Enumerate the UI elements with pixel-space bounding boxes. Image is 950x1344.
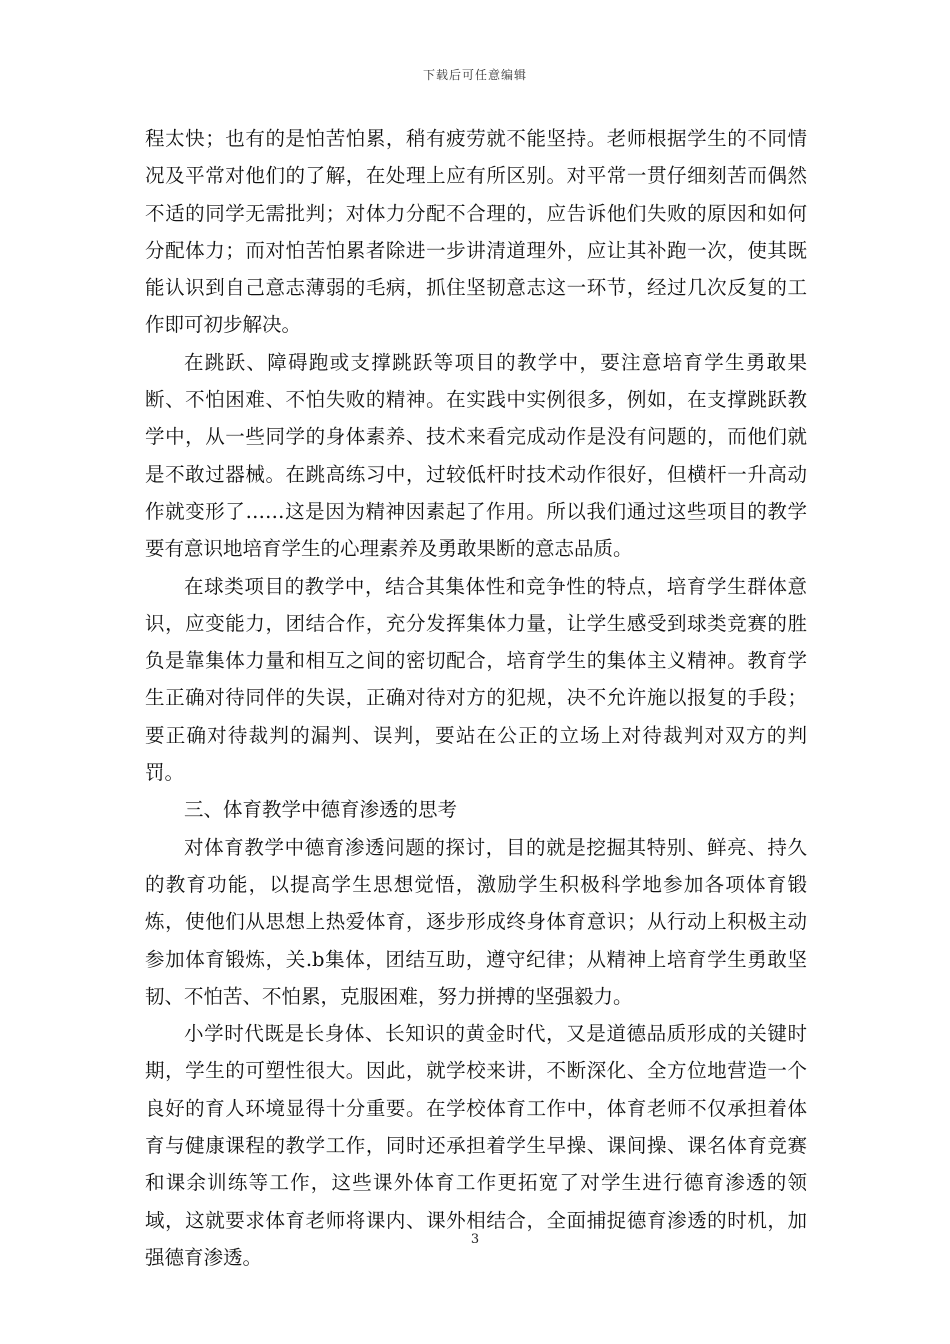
header-note: 下载后可任意编辑 [422, 68, 527, 82]
paragraph-2: 在跳跃、障碍跑或支撑跳跃等项目的教学中，要注意培育学生勇敢果断、不怕困难、不怕失败的精神。在实践中实例很多，例如，在支撑跳跃教学中，从一些同学的身体素养、技术来看完成动作是没有问题的，而他们就是不敢过器械。在跳高练习中，过较低杆时技术动作很好，但横杆一升高动作就变形了……这是因为精神因素起了作用。所以我们通过这些项目的教学要有意识地培育学生的心理素养及勇敢果断的意志品质。 [145, 350, 807, 561]
paragraph-1: 程太快；也有的是怕苦怕累，稍有疲劳就不能坚持。老师根据学生的不同情况及平常对他们的了解，在处理上应有所区别。对平常一贯仔细刻苦而偶然不适的同学无需批判；对体力分配不合理的，应告诉他们失败的原因和如何分配体力；而对怕苦怕累者除进一步讲清道理外，应让其补跑一次，使其既能认识到自己意志薄弱的毛病，抓住坚韧意志这一环节，经过几次反复的工作即可初步解决。 [145, 127, 807, 337]
paragraph-5: 小学时代既是长身体、长知识的黄金时代，又是道德品质形成的关键时期，学生的可塑性很大。因此，就学校来讲，不断深化、全方位地营造一个良好的育人环境显得十分重要。在学校体育工作中，体育老师不仅承担着体育与健康课程的教学工作，同时还承担着学生早操、课间操、课名体育竞赛和课余训练等工作，这些课外体育工作更拓宽了对学生进行德育渗透的领域，这就要求体育老师将课内、课外相结合，全面捕捉德育渗透的时机，加强德育渗透。 [145, 1022, 807, 1269]
page-number: 3 [470, 1232, 480, 1247]
paragraph-4: 对体育教学中德育渗透问题的探讨，目的就是挖掘其特别、鲜亮、持久的教育功能，以提高学生思想觉悟，激励学生积极科学地参加各项体育锻炼，使他们从思想上热爱体育，逐步形成终身体育意识；从行动上积极主动参加体育锻炼，关.b集体，团结互助，遵守纪律；从精神上培育学生勇敢坚韧、不怕苦、不怕累，克服困难，努力拼搏的坚强毅力。 [145, 835, 807, 1008]
section-heading: 三、体育教学中德育渗透的思考 [184, 798, 458, 822]
document-body [145, 120, 807, 1276]
paragraph-3: 在球类项目的教学中，结合其集体性和竞争性的特点，培育学生群体意识，应变能力，团结合作，充分发挥集体力量，让学生感受到球类竞赛的胜负是靠集体力量和相互之间的密切配合，培育学生的集体主义精神。教育学生正确对待同伴的失误，正确对待对方的犯规，决不允许施以报复的手段；要正确对待裁判的漏判、误判，要站在公正的立场上对待裁判对双方的判罚。 [145, 574, 807, 785]
